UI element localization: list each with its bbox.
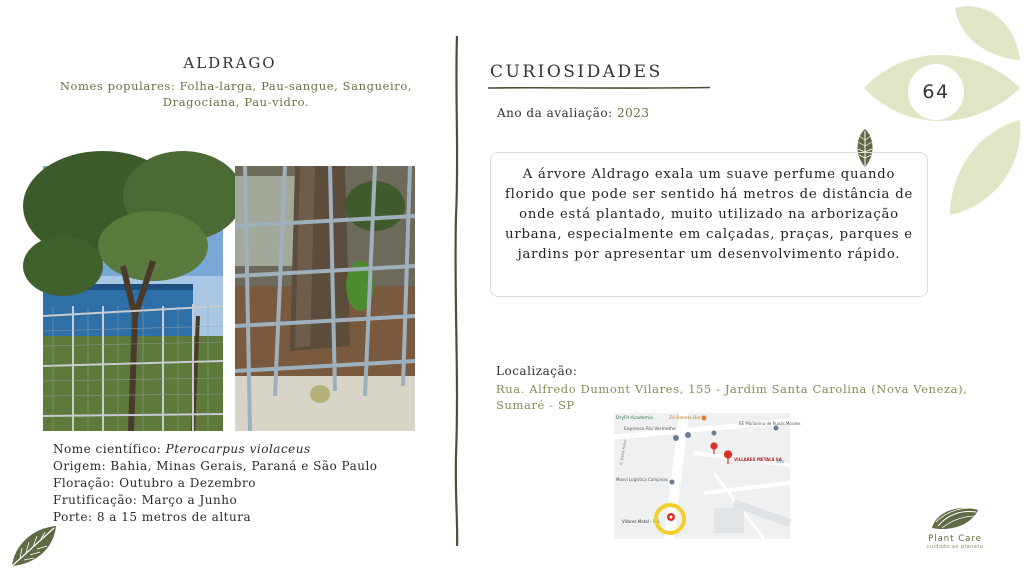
fruiting-row: Frutificação: Março a Junho — [53, 493, 238, 507]
map-label-sao: São — [776, 460, 785, 465]
heading-underline — [488, 85, 710, 91]
species-title: ALDRAGO — [183, 54, 277, 72]
map-pin-label: Villares Metal - S.A. — [622, 519, 661, 524]
species-facts — [53, 441, 378, 526]
map-label-street: R. Dalila Fisher — [619, 438, 628, 466]
size-row: Porte: 8 a 15 metros de altura — [53, 510, 252, 524]
map-label-bar: Zé Balada Bar — [669, 416, 701, 421]
map-label-church: EE Marianina de Ruvás Moraes — [739, 421, 801, 426]
tree-trunk-photo — [235, 166, 415, 431]
plant-care-logo-icon — [928, 502, 982, 532]
popular-names: Nomes populares: Folha-larga, Pau-sangue, Sangueiro, Dragociana, Pau-vidro. — [59, 79, 413, 109]
leaf-decoration-icon — [8, 522, 60, 570]
evaluation-year — [497, 106, 650, 120]
year-label: Ano da avaliação: — [497, 106, 617, 120]
year-value: 2023 — [616, 106, 650, 120]
brand-name: Plant Care — [928, 534, 982, 544]
flowering-row: Floração: Outubro a Dezembro — [53, 476, 256, 490]
scientific-name-label: Nome científico: — [53, 442, 166, 456]
map-label-academy: DryFit Academia — [616, 416, 653, 421]
origin-row: Origem: Bahia, Minas Gerais, Paraná e São Paulo — [53, 459, 378, 473]
curiosity-text-box: A árvore Aldrago exala um suave perfume quando florido que pode ser sentido há metros de distância de onde está plantado, muito utilizado na arborização urbana, especialmente em calçadas, praças, parques e jardins por apresentar um desenvolvimento rápido. — [490, 152, 928, 297]
scientific-name-row — [53, 441, 378, 458]
column-divider — [452, 36, 462, 546]
curiosities-heading: CURIOSIDADES — [490, 62, 663, 82]
brand-tagline: cuidado ao planeta — [926, 544, 984, 550]
map-label-logistics: Movvi Logística Campinas — [616, 477, 668, 482]
page-number-badge: 64 — [908, 64, 964, 120]
location-map[interactable] — [614, 413, 801, 539]
scientific-name-value: Pterocarpus violaceus — [165, 442, 311, 456]
tree-canopy-photo — [43, 166, 223, 431]
brand-logo — [918, 502, 992, 550]
location-address: Rua. Alfredo Dumont Vilares, 155 - Jardim Santa Carolina (Nova Veneza), Sumaré - SP — [496, 382, 968, 412]
map-label-company: VILLARES METALS SA — [734, 457, 782, 462]
map-label-restaurant: Expresso Rio Vermelho — [624, 427, 676, 432]
location-label: Localização: — [496, 364, 578, 378]
